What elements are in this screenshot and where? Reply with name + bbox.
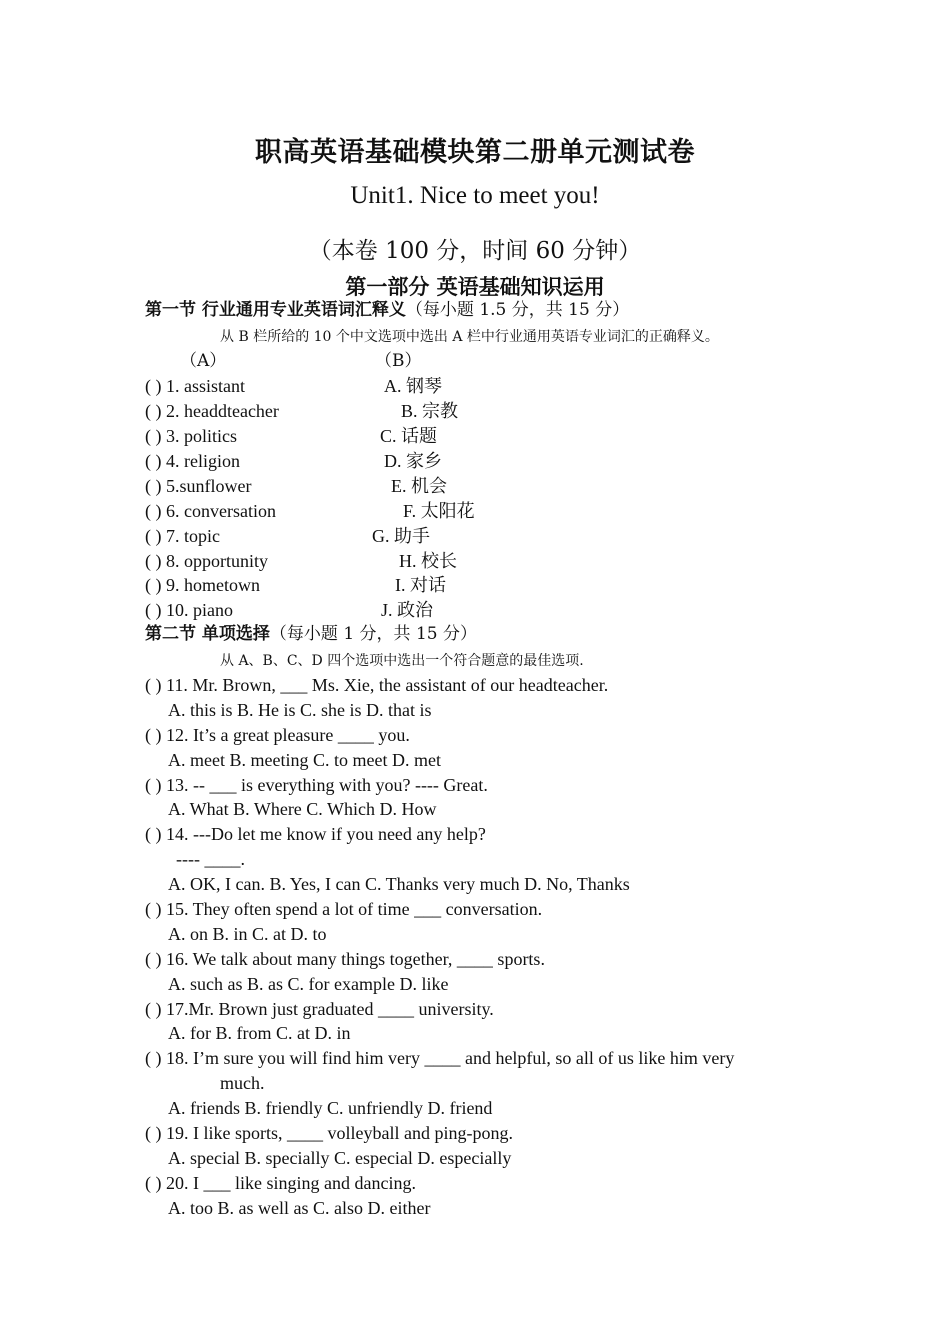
part-title: 第一部分 英语基础知识运用 <box>345 274 605 299</box>
section2-heading <box>145 623 477 645</box>
options-line: A. such as B. as C. for example D. like <box>168 974 449 994</box>
question-line: ( ) 19. I like sports, ____ volleyball and ping-pong. <box>145 1123 513 1143</box>
vocab-item-b: A. 钢琴 <box>384 376 442 396</box>
vocab-item-a: ( ) 3. politics <box>145 426 237 446</box>
vocab-item-a: ( ) 10. piano <box>145 600 233 620</box>
options-line: A. on B. in C. at D. to <box>168 924 327 944</box>
question-line: ( ) 11. Mr. Brown, ___ Ms. Xie, the assistant of our headteacher. <box>145 675 609 695</box>
options-line: A. too B. as well as C. also D. either <box>168 1198 431 1218</box>
options-line: A. this is B. He is C. she is D. that is <box>168 700 432 720</box>
question-line: ( ) 16. We talk about many things together, ____ sports. <box>145 949 545 969</box>
vocab-item-b: I. 对话 <box>395 575 446 595</box>
question-continuation: much. <box>220 1073 265 1093</box>
answer-line: ---- ____. <box>176 849 245 869</box>
options-line: A. meet B. meeting C. to meet D. met <box>168 750 441 770</box>
vocab-item-b: D. 家乡 <box>384 451 442 471</box>
unit-title: Unit1. Nice to meet you! <box>350 182 600 209</box>
section2-note: （每小题 1 分，共 15 分） <box>269 624 477 644</box>
vocab-item-b: H. 校长 <box>399 551 457 571</box>
vocab-item-b: G. 助手 <box>372 526 430 546</box>
options-line: A. for B. from C. at D. in <box>168 1023 351 1043</box>
question-line: ( ) 15. They often spend a lot of time ___ conversation. <box>145 899 543 919</box>
vocab-item-a: ( ) 1. assistant <box>145 376 245 396</box>
question-line: ( ) 14. ---Do let me know if you need any help? <box>145 824 486 844</box>
section2-instruction: 从 A、B、C、D 四个选项中选出一个符合题意的最佳选项. <box>220 653 584 669</box>
vocab-item-b: C. 话题 <box>380 426 438 446</box>
vocab-item-a: ( ) 5.sunflower <box>145 476 252 496</box>
section1-title: 第一节 行业通用专业英语词汇释义 <box>145 300 406 320</box>
vocab-item-a: ( ) 9. hometown <box>145 575 260 595</box>
vocab-item-a: ( ) 6. conversation <box>145 501 276 521</box>
vocab-item-b: F. 太阳花 <box>403 501 475 521</box>
section1-note: （每小题 1.5 分，共 15 分） <box>405 300 630 320</box>
question-line: ( ) 17.Mr. Brown just graduated ____ university. <box>145 999 494 1019</box>
exam-title: 职高英语基础模块第二册单元测试卷 <box>255 137 695 168</box>
section1-heading <box>145 299 629 321</box>
options-line: A. special B. specially C. especial D. especially <box>168 1148 512 1168</box>
vocab-item-a: ( ) 8. opportunity <box>145 551 268 571</box>
vocab-item-a: ( ) 4. religion <box>145 451 240 471</box>
question-line: ( ) 20. I ___ like singing and dancing. <box>145 1173 416 1193</box>
question-line: ( ) 12. It’s a great pleasure ____ you. <box>145 725 410 745</box>
options-line: A. What B. Where C. Which D. How <box>168 799 437 819</box>
vocab-item-b: E. 机会 <box>391 476 447 496</box>
question-line: ( ) 18. I’m sure you will find him very ____ and helpful, so all of us like him very <box>145 1048 735 1068</box>
score-time: （本卷 100 分，时间 60 分钟） <box>308 238 642 264</box>
section2-title: 第二节 单项选择 <box>145 624 270 644</box>
vocab-item-a: ( ) 7. topic <box>145 526 220 546</box>
options-line: A. OK, I can. B. Yes, I can C. Thanks very much D. No, Thanks <box>168 874 630 894</box>
vocab-item-b: J. 政治 <box>381 600 434 620</box>
vocab-item-a: ( ) 2. headdteacher <box>145 401 279 421</box>
column-b-header: （B） <box>375 351 422 371</box>
question-line: ( ) 13. -- ___ is everything with you? ---- Great. <box>145 775 488 795</box>
options-line: A. friends B. friendly C. unfriendly D. friend <box>168 1098 493 1118</box>
section1-instruction: 从 B 栏所给的 10 个中文选项中选出 A 栏中行业通用英语专业词汇的正确释义。 <box>220 329 719 345</box>
vocab-item-b: B. 宗教 <box>401 401 459 421</box>
column-a-header: （A） <box>180 351 227 371</box>
